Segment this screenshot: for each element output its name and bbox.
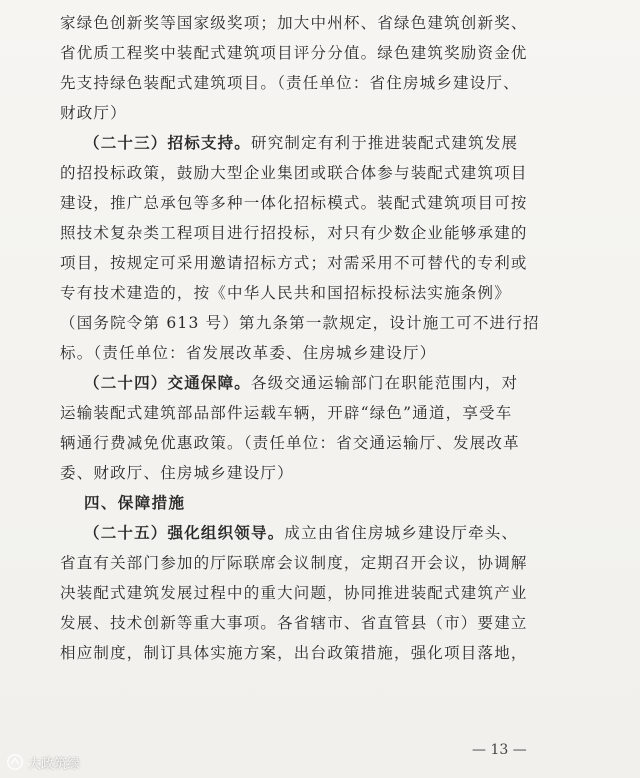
clause-heading: （二十五）强化组织领导。	[84, 523, 285, 542]
text-line: 照技术复杂类工程项目进行招投标，对只有少数企业能够承建的	[60, 224, 528, 242]
text-line: 省直有关部门参加的厅际联席会议制度，定期召开会议，协调解	[60, 554, 528, 572]
text-line: 建设，推广总承包等多种一体化招标模式。装配式建筑项目可按	[60, 194, 528, 212]
text-line: 相应制度，制订具体实施方案，出台政策措施，强化项目落地，	[60, 644, 528, 662]
text-line: 委、财政厅、住房城乡建设厅）	[60, 464, 294, 482]
text-line: 成立由省住房城乡建设厅牵头、	[284, 524, 519, 542]
text-line: 省优质工程奖中装配式建筑项目评分分值。绿色建筑奖励资金优	[60, 44, 528, 62]
text-line: 家绿色创新奖等国家级奖项；加大中州杯、省绿色建筑创新奖、	[60, 14, 528, 32]
document-body	[60, 8, 580, 668]
clause-heading: （二十三）招标支持。	[84, 133, 252, 152]
text-line: 决装配式建筑发展过程中的重大问题，协同推进装配式建筑产业	[60, 584, 528, 602]
clause-heading: （二十四）交通保障。	[84, 373, 252, 392]
paragraph-24-first-line	[60, 368, 580, 398]
text-line: （国务院令第 613 号）第九条第一款规定，设计施工可不进行招	[60, 314, 540, 332]
watermark-text: 大政筑绿	[28, 756, 81, 772]
paragraph-25-first-line	[60, 518, 580, 548]
text-line: 研究制定有利于推进装配式建筑发展	[251, 134, 519, 152]
text-line: 专有技术建造的，按《中华人民共和国招标投标法实施条例》	[60, 284, 511, 302]
paragraph-23-first-line	[60, 128, 580, 158]
page-number: — 13 —	[472, 742, 527, 758]
text-line: 项目，按规定可采用邀请招标方式；对需采用不可替代的专利或	[60, 254, 528, 272]
text-line: 标。（责任单位：省发展改革委、住房城乡建设厅）	[60, 344, 437, 362]
text-line: 先支持绿色装配式建筑项目。（责任单位：省住房城乡建设厅、	[60, 74, 520, 92]
watermark	[6, 750, 80, 774]
text-line: 财政厅）	[60, 104, 127, 122]
text-line: 的招投标政策，鼓励大型企业集团或联合体参与装配式建筑项目	[60, 164, 528, 182]
text-line: 各级交通运输部门在职能范围内，对	[251, 374, 519, 392]
text-line: 辆通行费减免优惠政策。（责任单位：省交通运输厅、发展改革	[60, 434, 520, 452]
text-line: 发展、技术创新等重大事项。各省辖市、省直管县（市）要建立	[60, 614, 528, 632]
text-line: 运输装配式建筑部品部件运载车辆，开辟“绿色”通道，享受车	[60, 404, 513, 422]
watermark-logo-icon	[6, 753, 24, 771]
section-heading: 四、保障措施	[84, 494, 186, 512]
